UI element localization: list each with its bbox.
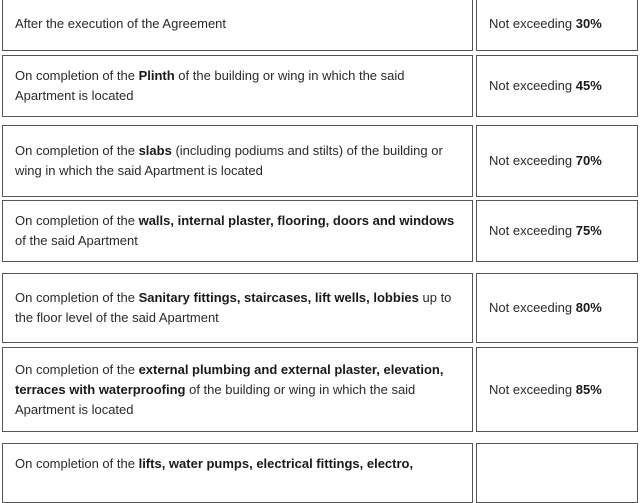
- payment-limit: [489, 221, 602, 241]
- table-row: [0, 55, 640, 117]
- stage-description: [15, 14, 226, 34]
- payment-cell: [476, 200, 638, 262]
- table-row: [0, 273, 640, 343]
- stage-description: [15, 141, 460, 181]
- payment-percent: 75%: [575, 223, 602, 238]
- table-row: [0, 125, 640, 197]
- bold-term: Sanitary fittings, staircases, lift wells, lobbies: [138, 290, 419, 305]
- payment-percent: 85%: [575, 381, 602, 397]
- stage-description: [15, 66, 460, 106]
- stage-description-cell: [2, 273, 473, 343]
- table-row: [0, 347, 640, 432]
- payment-percent: 70%: [575, 153, 602, 168]
- stage-description-cell: [2, 347, 473, 432]
- bold-term: walls, internal plaster, flooring, doors and windows: [138, 213, 455, 228]
- table-row: [0, 200, 640, 262]
- stage-description-cell: [2, 55, 473, 117]
- stage-description: [15, 360, 460, 420]
- plain-text: After the execution of the Agreement: [15, 16, 227, 31]
- plain-text: of the said Apartment: [15, 233, 138, 248]
- plain-text: of the building or wing in which the said Apartment is located: [15, 381, 416, 417]
- stage-description: [15, 288, 460, 328]
- payment-percent: 45%: [575, 78, 602, 93]
- payment-limit: [489, 151, 602, 171]
- plain-text: On completion of the: [15, 290, 139, 305]
- plain-text: On completion of the: [15, 68, 139, 83]
- payment-cell: [476, 273, 638, 343]
- payment-cell: [476, 443, 638, 503]
- payment-prefix: Not exceeding: [489, 381, 576, 397]
- payment-percent: 80%: [575, 300, 602, 315]
- payment-cell: [476, 125, 638, 197]
- plain-text: On completion of the: [15, 213, 139, 228]
- plain-text: On completion of the: [15, 361, 139, 377]
- payment-limit: [489, 76, 602, 96]
- payment-prefix: Not exceeding: [489, 300, 576, 315]
- payment-cell: [476, 0, 638, 51]
- plain-text: (including podiums and stilts) of the building or wing in which the said Apartment is located: [15, 143, 443, 178]
- plain-text: up to the floor level of the said Apartment: [15, 290, 452, 325]
- payment-prefix: Not exceeding: [489, 153, 576, 168]
- payment-cell: [476, 347, 638, 432]
- payment-prefix: Not exceeding: [489, 223, 576, 238]
- payment-limit: [489, 14, 602, 34]
- payment-prefix: Not exceeding: [489, 78, 576, 93]
- payment-limit: [489, 298, 602, 318]
- stage-description-cell: [2, 443, 473, 503]
- payment-percent: 30%: [575, 16, 602, 31]
- table-row: [0, 443, 640, 503]
- payment-limit: [489, 380, 602, 400]
- plain-text: On completion of the: [15, 456, 139, 471]
- plain-text: of the building or wing in which the said Apartment is located: [15, 68, 405, 103]
- payment-cell: [476, 55, 638, 117]
- stage-description-cell: [2, 0, 473, 51]
- stage-description-cell: [2, 125, 473, 197]
- bold-term: Plinth: [138, 68, 175, 83]
- bold-term: lifts, water pumps, electrical fittings, electro,: [138, 456, 414, 471]
- bold-term: external plumbing and external plaster, elevation, terraces with waterproofing: [15, 361, 444, 397]
- payment-prefix: Not exceeding: [489, 16, 576, 31]
- table-row: [0, 0, 640, 52]
- bold-term: slabs: [138, 143, 172, 158]
- plain-text: On completion of the: [15, 143, 139, 158]
- stage-description: [15, 454, 413, 474]
- stage-description-cell: [2, 200, 473, 262]
- stage-description: [15, 211, 460, 251]
